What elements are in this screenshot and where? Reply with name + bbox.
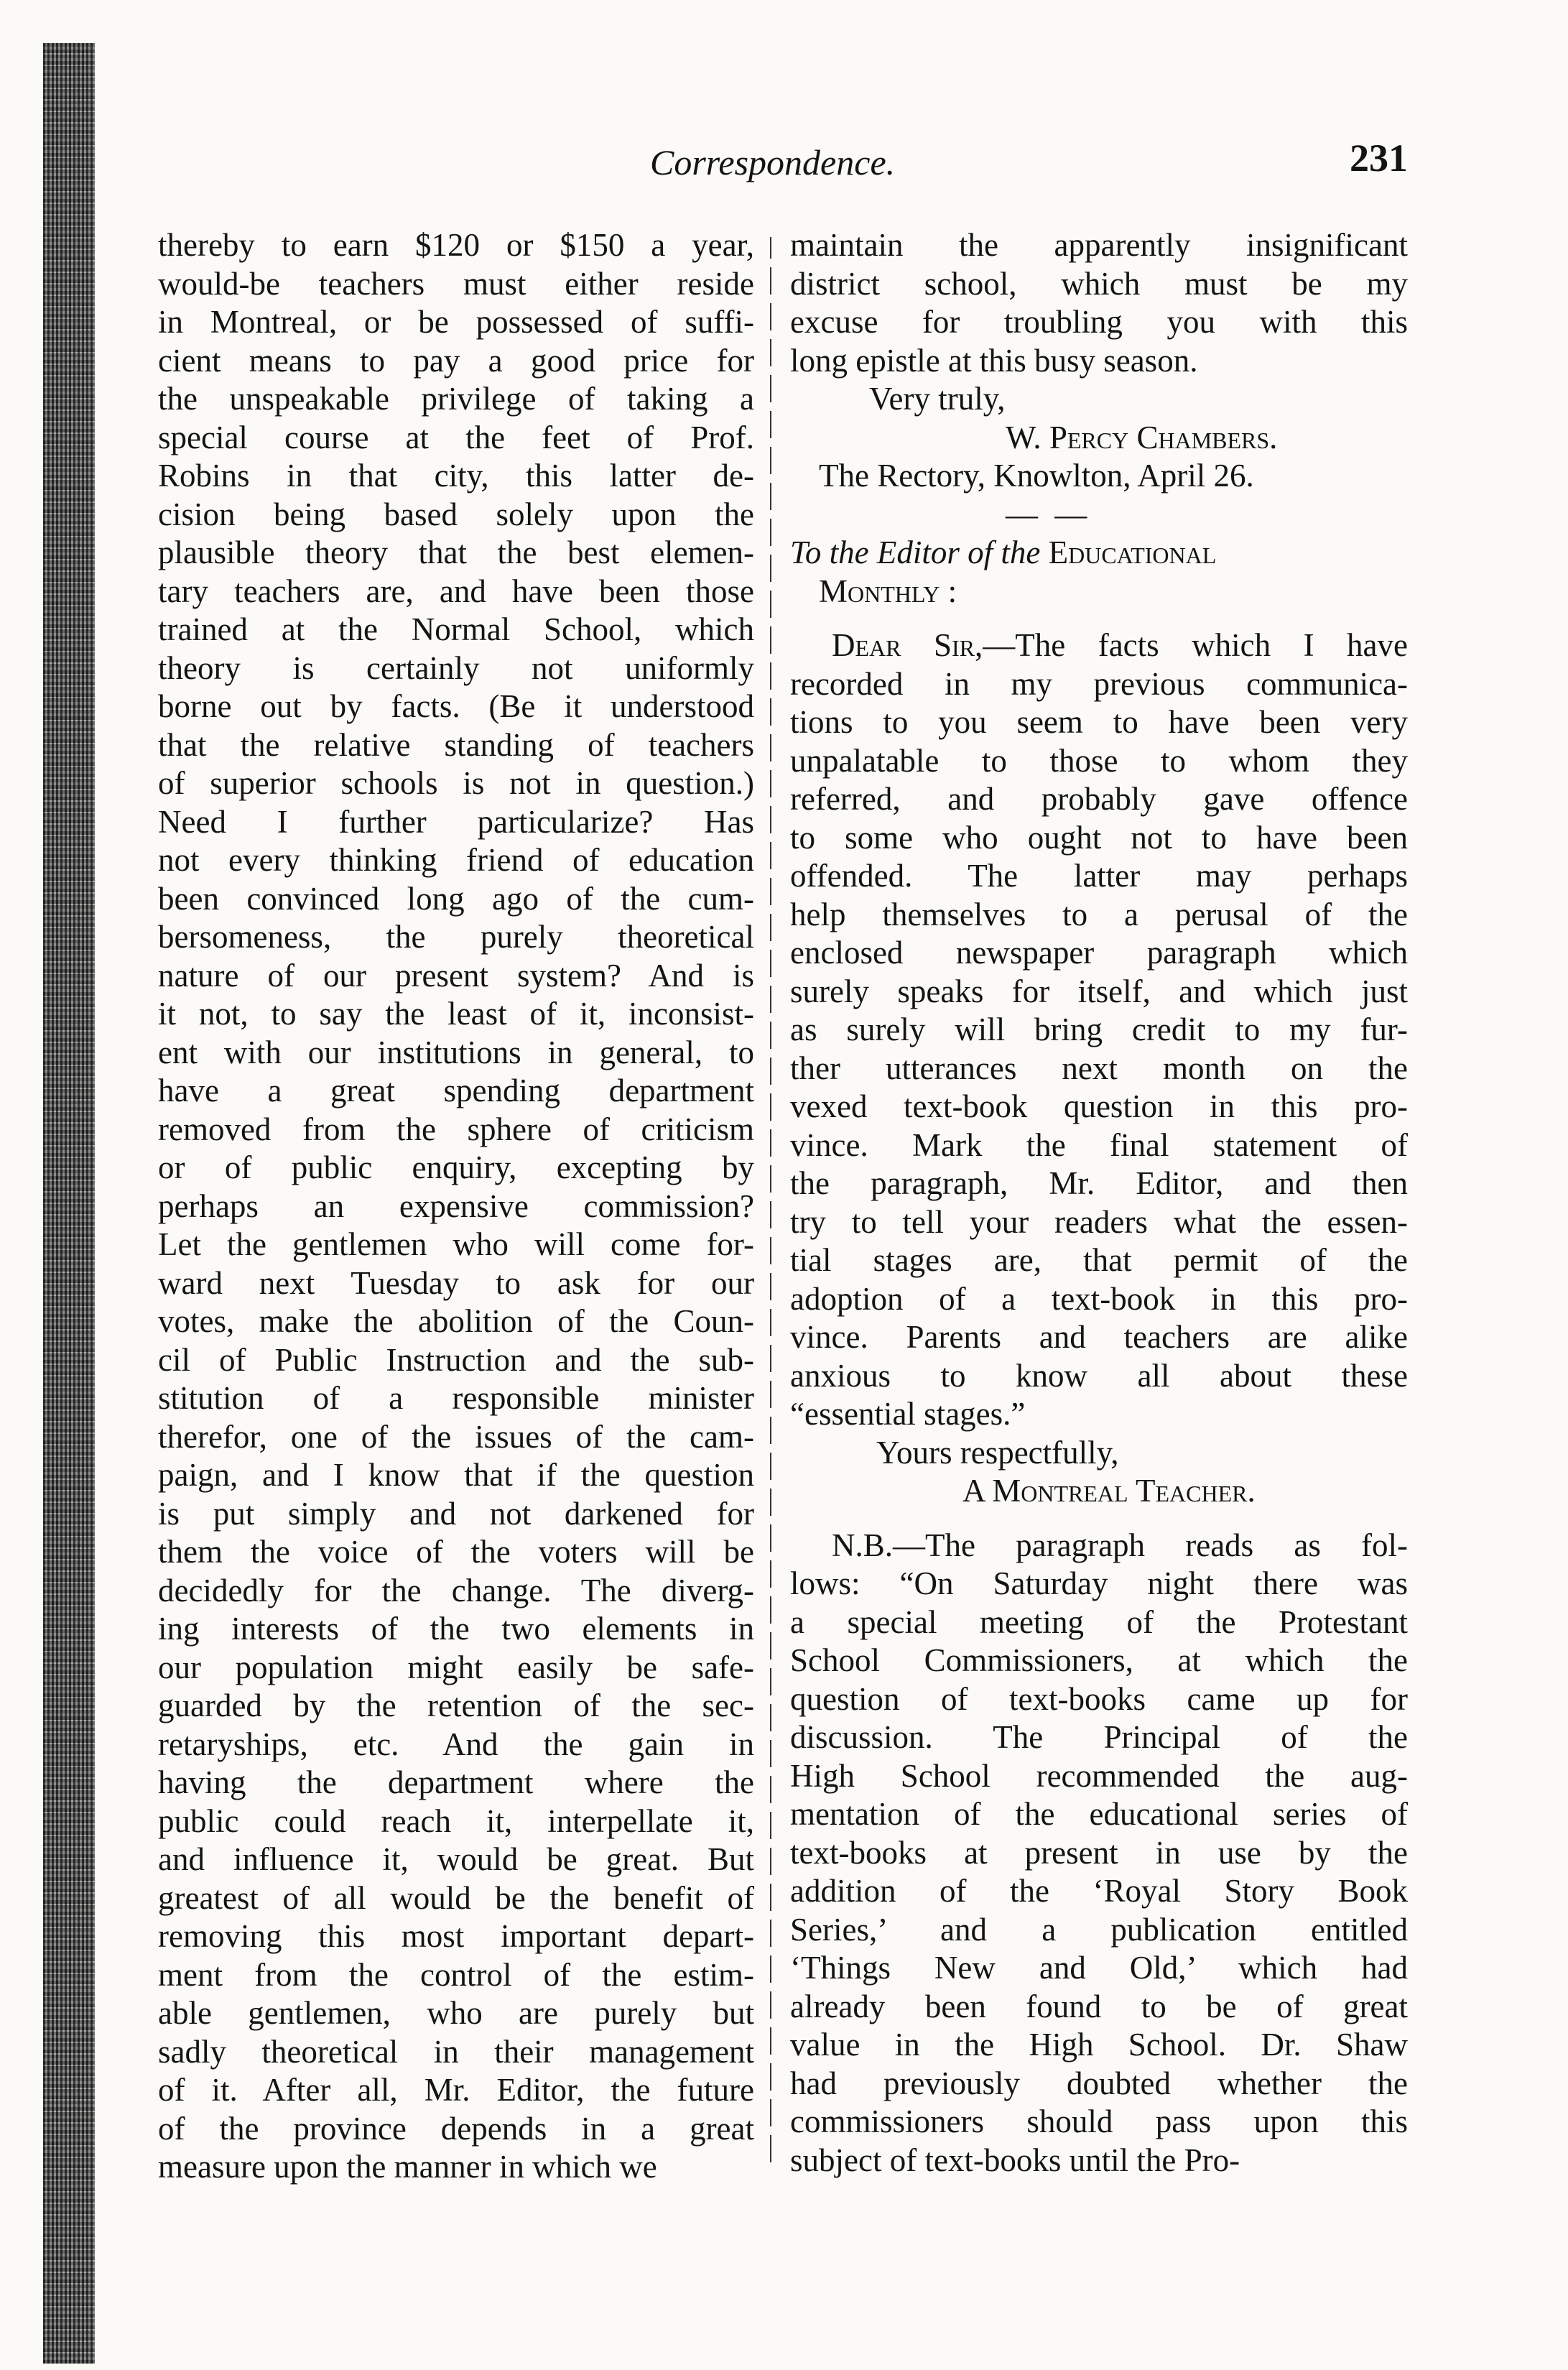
text-line: try to tell your readers what the essen- — [790, 1203, 1408, 1240]
closing-salutation-2: Yours respectfully, — [876, 1434, 1119, 1471]
signature-montreal-teacher — [790, 1472, 1408, 1511]
text-line: ward next Tuesday to ask for our — [158, 1264, 754, 1301]
signature-chambers-text: W. Percy Chambers. — [1006, 419, 1278, 455]
text-line: of it. After all, Mr. Editor, the future — [158, 2072, 754, 2108]
text-line: and influence it, would be great. But — [158, 1841, 754, 1877]
salutation-journal-line — [790, 573, 1408, 611]
text-line: referred, and probably gave offence — [790, 781, 1408, 817]
signature-chambers — [790, 419, 1408, 458]
text-line: the unspeakable privilege of taking a — [158, 381, 754, 417]
text-line: decidedly for the change. The diverg- — [158, 1572, 754, 1608]
text-line: having the department where the — [158, 1764, 754, 1800]
text-line: long epistle at this busy season. — [790, 342, 1198, 379]
text-line: district school, which must be my — [790, 265, 1408, 302]
text-line: maintain the apparently insignificant — [790, 227, 1408, 263]
text-line: anxious to know all about these — [790, 1357, 1408, 1394]
text-line: sadly theoretical in their management — [158, 2033, 754, 2070]
text-line: cient means to pay a good price for — [158, 342, 754, 379]
text-line: had previously doubted whether the — [790, 2065, 1408, 2101]
text-line: thereby to earn $120 or $150 a year, — [158, 227, 754, 263]
text-line: our population might easily be safe- — [158, 1649, 754, 1685]
text-line: unpalatable to those to whom they — [790, 742, 1408, 779]
text-line: a special meeting of the Protestant — [790, 1603, 1408, 1640]
letter-continuation — [790, 226, 1408, 380]
text-line: guarded by the retention of the sec- — [158, 1688, 754, 1723]
text-line: stitution of a responsible minister — [158, 1380, 754, 1416]
salutation-journal-b: Monthly : — [819, 573, 957, 609]
text-line: in Montreal, or be possessed of suffi- — [158, 304, 754, 340]
text-line: commissioners should pass upon this — [790, 2103, 1408, 2139]
text-line: addition of the ‘Royal Story Book — [790, 1873, 1408, 1909]
text-line: Need I further particularize? Has — [158, 803, 754, 840]
text-line: as surely will bring credit to my fur- — [790, 1012, 1408, 1047]
text-line: trained at the Normal School, which — [158, 611, 754, 647]
section-separator: — — — [1006, 496, 1092, 532]
nb-paragraph — [790, 1527, 1408, 2180]
text-line: it not, to say the least of it, inconsist- — [158, 996, 754, 1032]
text-line: removing this most important depart- — [158, 1918, 754, 1954]
text-line: question of text-books came up for — [790, 1680, 1408, 1717]
text-line: help themselves to a perusal of the — [790, 896, 1408, 932]
text-line: offended. The latter may perhaps — [790, 858, 1408, 894]
letter2-first-rest: —The facts which I have — [983, 627, 1408, 663]
dateline: The Rectory, Knowlton, April 26. — [819, 458, 1254, 494]
dear-sir: Dear Sir, — [832, 627, 983, 663]
text-line: removed from the sphere of criticism — [158, 1111, 754, 1147]
text-line: perhaps an expensive commission? — [158, 1188, 754, 1224]
text-line: ing interests of the two elements in — [158, 1611, 754, 1647]
text-line: the paragraph, Mr. Editor, and then — [790, 1165, 1408, 1201]
text-line: ‘Things New and Old,’ which had — [790, 1950, 1408, 1986]
text-line: mentation of the educational series of — [790, 1796, 1408, 1832]
text-line: able gentlemen, who are purely but — [158, 1995, 754, 2031]
signature-montreal-teacher-text: A Montreal Teacher. — [962, 1473, 1256, 1509]
text-line: cil of Public Instruction and the sub- — [158, 1341, 754, 1378]
salutation-to-editor — [790, 534, 1408, 573]
salutation-journal-a: Educational — [1048, 534, 1217, 570]
letter-montreal-teacher — [790, 665, 1408, 1434]
text-line: value in the High School. Dr. Shaw — [790, 2027, 1408, 2063]
text-line: nature of our present system? And is — [158, 957, 754, 994]
text-line: discussion. The Principal of the — [790, 1719, 1408, 1755]
left-column — [158, 226, 754, 2187]
text-line: vexed text-book question in this pro- — [790, 1088, 1408, 1124]
text-line: tial stages are, that permit of the — [790, 1242, 1408, 1278]
text-line: special course at the feet of Prof. — [158, 419, 754, 455]
text-line: therefor, one of the issues of the cam- — [158, 1418, 754, 1455]
text-line: measure upon the manner in which we — [158, 2149, 657, 2185]
text-line: vince. Mark the final statement of — [790, 1126, 1408, 1163]
text-line: of the province depends in a great — [158, 2110, 754, 2147]
running-title: Correspondence. — [650, 142, 896, 182]
text-line: “essential stages.” — [790, 1396, 1026, 1432]
text-line: tary teachers are, and have been those — [158, 573, 754, 609]
text-line: already been found to be of great — [790, 1988, 1408, 2024]
text-line: N.B.—The paragraph reads as fol- — [832, 1527, 1408, 1563]
text-line: bersomeness, the purely theoretical — [158, 919, 754, 955]
text-line: ther utterances next month on the — [790, 1050, 1408, 1086]
text-line: that the relative standing of teachers — [158, 726, 754, 763]
text-line: paign, and I know that if the question — [158, 1457, 754, 1493]
text-line: excuse for troubling you with this — [790, 304, 1408, 340]
text-line: been convinced long ago of the cum- — [158, 880, 754, 917]
text-line: would-be teachers must either reside — [158, 265, 754, 302]
text-line: Let the gentlemen who will come for- — [158, 1226, 754, 1262]
text-line: of superior schools is not in question.) — [158, 765, 754, 801]
text-line: theory is certainly not uniformly — [158, 649, 754, 686]
text-line: is put simply and not darkened for — [158, 1495, 754, 1532]
page-binding-edge — [43, 43, 95, 2364]
text-line: enclosed newspaper paragraph which — [790, 935, 1408, 971]
text-line: School Commissioners, at which the — [790, 1642, 1408, 1678]
text-line: lows: “On Saturday night there was — [790, 1565, 1408, 1601]
column-rule — [770, 237, 771, 2162]
letter2-opening-line — [790, 626, 1408, 665]
text-line: have a great spending department — [158, 1073, 754, 1108]
text-line: surely speaks for itself, and which just — [790, 973, 1408, 1009]
right-column — [790, 226, 1408, 2180]
text-line: ent with our institutions in general, to — [158, 1034, 754, 1070]
page-number: 231 — [1350, 136, 1408, 180]
text-line: Series,’ and a publication entitled — [790, 1911, 1408, 1948]
text-line: ment from the control of the estim- — [158, 1956, 754, 1993]
text-line: votes, make the abolition of the Coun- — [158, 1303, 754, 1339]
text-line: them the voice of the voters will be — [158, 1534, 754, 1570]
text-line: High School recommended the aug- — [790, 1757, 1408, 1794]
text-line: public could reach it, interpellate it, — [158, 1802, 754, 1839]
text-line: adoption of a text-book in this pro- — [790, 1280, 1408, 1317]
text-line: text-books at present in use by the — [790, 1834, 1408, 1871]
closing-salutation: Very truly, — [869, 381, 1006, 417]
text-line: vince. Parents and teachers are alike — [790, 1319, 1408, 1355]
text-line: retaryships, etc. And the gain in — [158, 1726, 754, 1762]
salutation-to-text: To the Editor of the — [790, 534, 1041, 570]
text-line: subject of text-books until the Pro- — [790, 2142, 1240, 2178]
text-line: or of public enquiry, excepting by — [158, 1149, 754, 1185]
text-line: recorded in my previous communica- — [790, 665, 1408, 702]
text-line: tions to you seem to have been very — [790, 704, 1408, 740]
text-line: not every thinking friend of education — [158, 842, 754, 878]
text-line: to some who ought not to have been — [790, 819, 1408, 856]
text-line: Robins in that city, this latter de- — [158, 458, 754, 494]
text-line: greatest of all would be the benefit of — [158, 1879, 754, 1916]
text-line: borne out by facts. (Be it understood — [158, 688, 754, 724]
text-line: cision being based solely upon the — [158, 496, 754, 532]
text-line: plausible theory that the best elemen- — [158, 534, 754, 570]
